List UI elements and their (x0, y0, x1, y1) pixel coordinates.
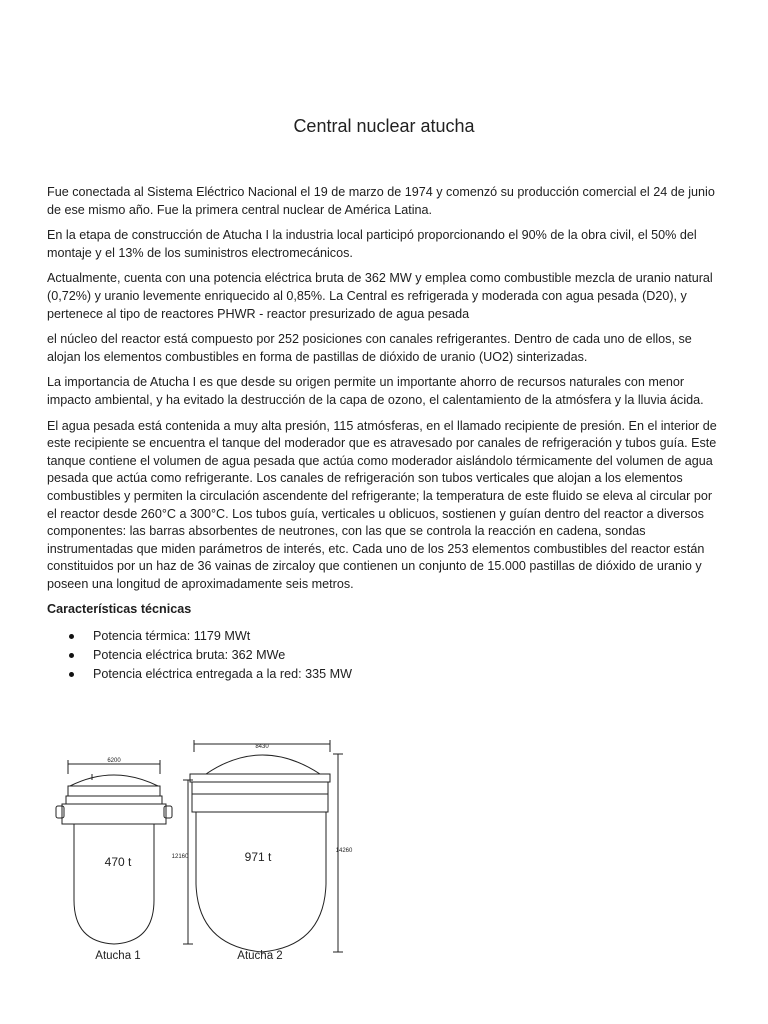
atucha2-height-label: 14260 (335, 848, 353, 854)
paragraph-2: En la etapa de construcción de Atucha I la industria local participó proporcionando el 90% de la obra civil, el 50% del montaje y el 13% de los suministros electromecánicos. (47, 228, 697, 260)
paragraph-3: Actualmente, cuenta con una potencia eléctrica bruta de 362 MW y emplea como combustible mezcla de uranio natural (0,72%) y uranio levemente enriquecido al 0,85%. La Central es refrigerada y moderada con agua pesada (D20), y pertenece al tipo de reactores PHWR - reactor presurizado de agua pesada (47, 271, 713, 321)
paragraph-4: el núcleo del reactor está compuesto por 252 posiciones con canales refrigerantes. Dentro de cada uno de ellos, se alojan los elementos combustibles en forma de pastillas de dióxido de uranio (UO2) sinterizadas. (47, 332, 692, 364)
atucha1-width-label: 6200 (107, 758, 121, 764)
bullet-icon (69, 672, 74, 677)
atucha2-caption: Atucha 2 (237, 950, 283, 962)
list-item: Potencia eléctrica bruta: 362 MWe (47, 646, 723, 665)
atucha1-height-label: 12160 (171, 854, 189, 860)
paragraph-5: La importancia de Atucha I es que desde su origen permite un importante ahorro de recursos naturales con menor impacto ambiental, y ha evitado la destrucción de la capa de ozono, el calentamiento de la atmósfera y la lluvia ácida. (47, 375, 704, 407)
page-title: Central nuclear atucha (293, 116, 475, 136)
specs-list (47, 627, 723, 684)
reactor-diagram (40, 734, 370, 974)
atucha1-caption: Atucha 1 (95, 950, 141, 962)
atucha1-mass-label: 470 t (104, 855, 132, 869)
paragraph-1: Fue conectada al Sistema Eléctrico Nacional el 19 de marzo de 1974 y comenzó su producción comercial el 24 de junio de ese mismo año. Fue la primera central nuclear de América Latina. (47, 185, 715, 217)
atucha2-mass-label: 971 t (244, 850, 272, 864)
bullet-icon (69, 653, 74, 658)
reactor-vessels-figure (40, 734, 370, 974)
atucha2-vessel (190, 740, 343, 952)
atucha1-vessel (56, 760, 193, 944)
paragraph-6: El agua pesada está contenida a muy alta presión, 115 atmósferas, en el llamado recipiente de presión. En el interior de este recipiente se encuentra el tanque del moderador que es atravesado por canales de refrigeración y tubos guía. Este tanque contiene el volumen de agua pesada que actúa como moderador aislándolo térmicamente del volumen de agua pesada que actúa como refrigerante. Los canales de refrigeración son tubos verticales que alojan a los elementos combustibles y permiten la circulación ascendente del refrigerante; la temperatura de este fluido se eleva al circular por el reactor desde 260°C a 300°C. Los tubos guía, verticales u oblicuos, sostienen y guían dentro del reactor a diversos componentes: las barras absorbentes de neutrones, con las que se controla la reacción en cadena, sondas instrumentadas que miden parámetros de interés, etc. Cada uno de los 253 elementos combustibles del reactor están constituidos por un haz de 36 vainas de zircaloy que contienen un conjunto de 15.000 pastillas de dióxido de uranio y poseen una longitud de aproximadamente seis metros. (47, 418, 717, 591)
list-item: Potencia térmica: 1179 MWt (47, 627, 723, 646)
bullet-icon (69, 634, 74, 639)
document-body (47, 184, 723, 684)
atucha2-width-label: 8430 (255, 744, 269, 750)
specs-heading: Características técnicas (47, 602, 192, 617)
list-item: Potencia eléctrica entregada a la red: 335 MW (47, 665, 723, 684)
